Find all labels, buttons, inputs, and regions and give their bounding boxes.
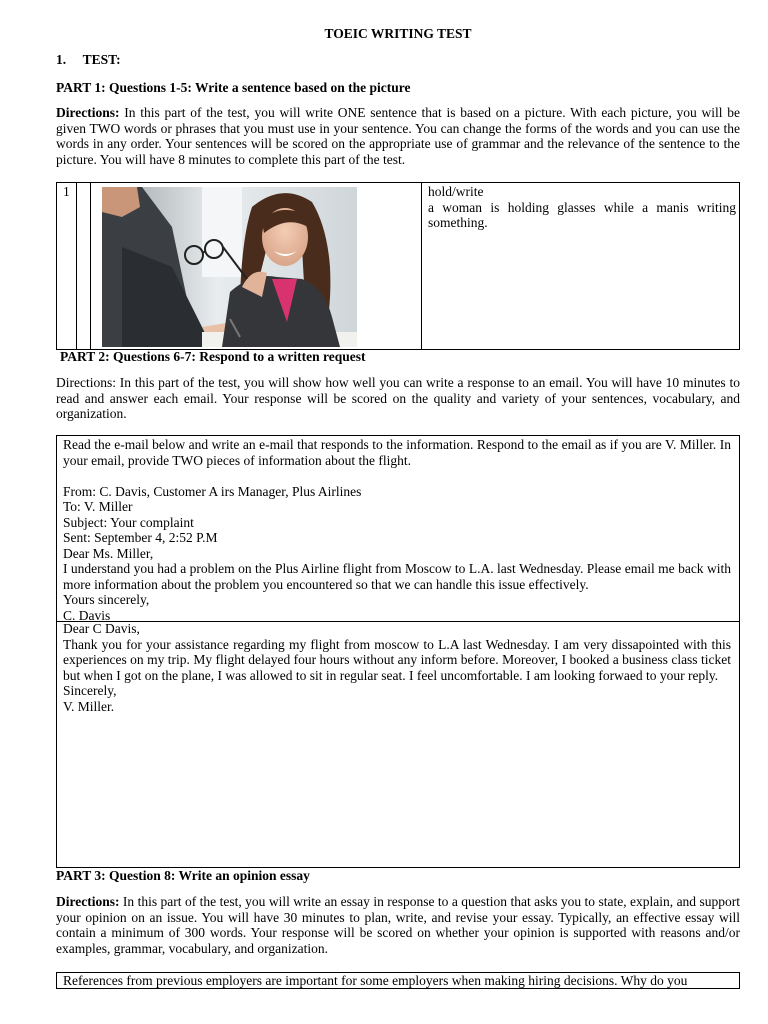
part3-heading <box>56 868 740 884</box>
question-table <box>56 182 740 350</box>
email-to: To: V. Miller <box>63 499 133 514</box>
email-signature: C. Davis <box>63 607 111 623</box>
essay-question: References from previous employers are important for some employers when making hiring decisions. Why do you <box>63 973 688 988</box>
response-box[interactable] <box>56 620 740 868</box>
question-keywords: hold/write <box>428 184 484 199</box>
part3-heading-label: PART 3 <box>56 868 102 883</box>
response-body: Thank you for your assistance regarding my flight from moscow to L.A last Wednesday. I am very dissapointed with this experiences on my trip. My flight delayed four hours without any inform before. Moreover, I booked a business class ticket but when I got on the plane, I was allowed to sit in regular seat. I feel uncomfortable. I am looking forwaed to your reply. <box>63 636 731 683</box>
spacer-cell <box>77 183 91 349</box>
email-sent: Sent: September 4, 2:52 P.M <box>63 530 218 545</box>
office-photo <box>102 187 357 347</box>
response-greeting: Dear C Davis, <box>63 621 140 636</box>
email-body: I understand you had a problem on the Plus Airline flight from Moscow to L.A. last Wednesday. Please email me back with more information about the problem you encountered so that we can handle this issue effectively. <box>63 561 731 592</box>
email-prompt-instructions: Read the e-mail below and write an e-mail that responds to the information. Respond to the email as if you are V. Miller. In your email, provide TWO pieces of information about the flight. <box>63 437 731 468</box>
part3-heading-text: : Question 8: Write an opinion essay <box>101 868 310 883</box>
page-title: TOEIC WRITING TEST <box>324 26 472 41</box>
section-number: 1. <box>56 52 67 67</box>
part3-directions-label: Directions: <box>56 894 120 909</box>
email-greeting: Dear Ms. Miller, <box>63 545 154 561</box>
part2-directions: Directions: In this part of the test, you will show how well you can write a response to an email. You will have 10 minutes to read and answer each email. Your response will be scored on the quality and variety of your sentences, vocabulary, and organization. <box>56 375 740 421</box>
email-closing: Yours sincerely, <box>63 592 150 607</box>
part3-directions <box>56 894 740 956</box>
question-answer: a woman is holding glasses while a manis writing something. <box>428 199 736 230</box>
response-signature: V. Miller. <box>63 698 115 714</box>
section-label: TEST: <box>82 52 121 67</box>
part1-heading: PART 1: Questions 1-5: Write a sentence based on the picture <box>56 80 411 95</box>
email-prompt-box <box>56 435 740 622</box>
answer-cell <box>428 184 736 231</box>
essay-question-box <box>56 972 740 989</box>
question-number: 1 <box>63 184 70 199</box>
email-from: From: C. Davis, Customer A irs Manager, Plus Airlines <box>63 483 362 499</box>
part1-directions-label: Directions: <box>56 105 120 120</box>
section-heading <box>56 52 740 68</box>
email-subject: Subject: Your complaint <box>63 514 194 530</box>
question-number-cell <box>57 183 77 349</box>
part3-directions-text: In this part of the test, you will write an essay in response to a question that asks you to state, explain, and support your opinion on an issue. You will have 30 minutes to plan, write, and revise your essay. Typically, an effective essay will contain a minimum of 300 words. Your response will be scored on whether your opinion is supported with reasons and/or examples, grammar, vocabulary, and organization. <box>56 894 740 956</box>
part1-directions-text: In this part of the test, you will write ONE sentence that is based on a picture. With each picture, you will be given TWO words or phrases that you must use in your sentence. You can change the forms of the words and you can use the words in any order. Your sentences will be scored on the appropriate use of grammar and the relevance of the sentence to the picture. You will have 8 minutes to complete this part of the test. <box>56 105 740 167</box>
part2-heading: PART 2: Questions 6-7: Respond to a written request <box>60 349 366 364</box>
response-closing: Sincerely, <box>63 683 117 698</box>
part1-directions <box>56 105 740 167</box>
